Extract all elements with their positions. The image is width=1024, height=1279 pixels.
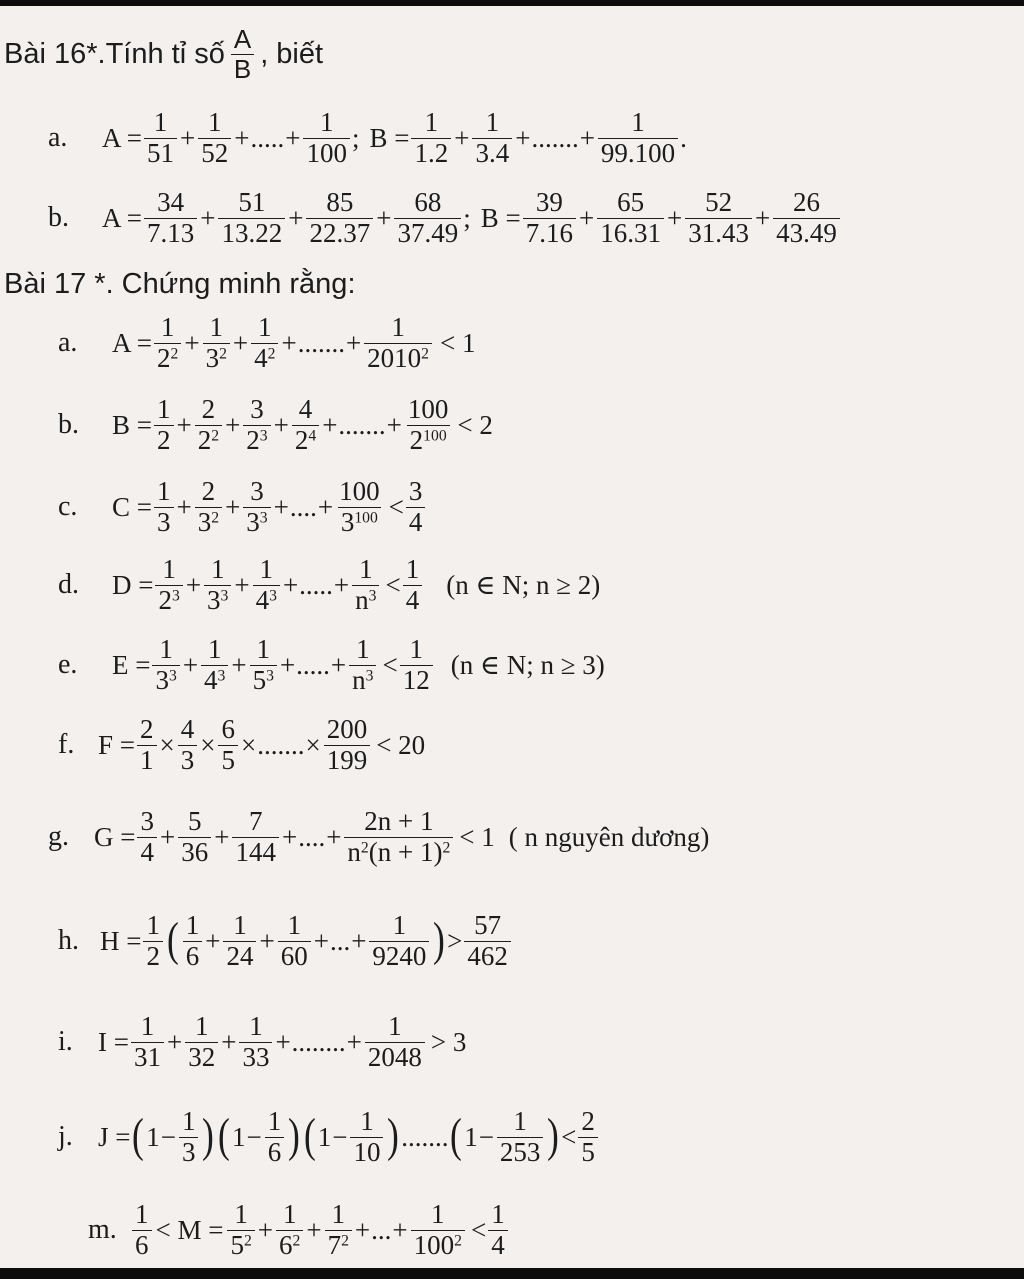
- item-label: a.: [58, 327, 78, 358]
- fraction: $\frac{1}{33}$: [239, 1012, 272, 1071]
- ellipsis: .......: [531, 122, 579, 153]
- fraction: $\frac{1}{6}$: [132, 1200, 152, 1259]
- fraction: $\frac{4}{3}$: [178, 715, 198, 774]
- problem-16a: a. A = $\frac{1}{51}$ + $\frac{1}{52}$ + ..... + $\frac{1}{100}$ ; B = $\frac{1}{1.2}$ + $\frac{1}{3.4}$ + ....... + $\frac{1}{99.100}$ .: [48, 107, 687, 168]
- separator: ;: [351, 122, 360, 153]
- relation: < 20: [376, 729, 426, 760]
- fraction: $\frac{2}{2^2}$: [195, 395, 222, 454]
- problem-17h: h. H = $\frac{1}{2}$ ( $\frac{1}{6}$ + $\frac{1}{24}$ + $\frac{1}{60}$ + ... + $\frac{1}{9240}$ ) > $\frac{57}{462}$: [58, 898, 513, 984]
- fraction: $\frac{1}{4}$: [403, 555, 423, 614]
- ellipsis: .......: [338, 409, 386, 440]
- problem-17m: m. $\frac{1}{6}$ < M = $\frac{1}{5^2}$ + $\frac{1}{6^2}$ + $\frac{1}{7^2}$ + ... + $\frac{1}{100^2}$ < $\frac{1}{4}$: [88, 1190, 510, 1270]
- fraction: $\frac{26}{43.49}$: [773, 188, 840, 247]
- fraction: $\frac{6}{5}$: [218, 715, 238, 774]
- lhs: < M =: [155, 1214, 224, 1245]
- lhs: B =: [369, 122, 410, 153]
- fraction: $\frac{2}{5}$: [578, 1107, 598, 1166]
- separator: ;: [463, 202, 471, 233]
- fraction: $\frac{1}{2^3}$: [155, 555, 182, 614]
- lhs: A =: [112, 327, 152, 358]
- ratio-den: B: [231, 54, 254, 83]
- condition: (n ∈ N; n ≥ 2): [446, 569, 601, 600]
- fraction: $\frac{3}{2^3}$: [243, 395, 270, 454]
- problem-17b: b. B = $\frac{1}{2}$ + $\frac{2}{2^2}$ + $\frac{3}{2^3}$ + $\frac{4}{2^4}$ + ....... + $\frac{100}{2^{100}}$ < 2: [58, 394, 493, 455]
- ellipsis: .......: [401, 1121, 449, 1152]
- lhs: D =: [112, 569, 154, 600]
- fraction: $\frac{1}{2}$: [154, 395, 174, 454]
- ellipsis: ...: [329, 925, 351, 956]
- fraction: $\frac{100}{3^{100}}$: [339, 476, 380, 537]
- item-label: f.: [58, 729, 75, 760]
- item-label: j.: [58, 1121, 73, 1152]
- fraction: $\frac{5}{36}$: [178, 807, 211, 866]
- fraction: $\frac{1}{100}$: [303, 108, 350, 167]
- relation: < 1: [459, 821, 495, 852]
- problem-17d: d. D = $\frac{1}{2^3}$ + $\frac{1}{3^3}$ + $\frac{1}{4^3}$ + ..... + $\frac{1}{n^3}$ < $\frac{1}{4}$ (n ∈ N; n ≥ 2): [58, 554, 601, 615]
- fraction: $\frac{1}{32}$: [185, 1012, 218, 1071]
- lhs: J =: [98, 1121, 131, 1152]
- fraction: $\frac{1}{24}$: [223, 911, 256, 970]
- problem-17g: g. G = $\frac{3}{4}$ + $\frac{5}{36}$ + $\frac{7}{144}$ + .... + $\frac{2n + 1}{n^2(n + 1)^2}$ < 1 ( n nguyên dương): [48, 806, 710, 867]
- fraction: $\frac{1}{5^3}$: [250, 635, 277, 694]
- ellipsis: ...: [371, 1214, 392, 1245]
- fraction: $\frac{4}{2^4}$: [292, 395, 319, 454]
- heading-bai-17: [4, 262, 356, 306]
- relation: > 3: [430, 1026, 467, 1057]
- fraction: $\frac{2}{1}$: [137, 715, 157, 774]
- problem-16b: b. A = $\frac{34}{7.13}$ + $\frac{51}{13.22}$ + $\frac{85}{22.37}$ + $\frac{68}{37.49}$ ; B = $\frac{39}{7.16}$ + $\frac{65}{16.31}$ + $\frac{52}{31.43}$ + $\frac{26}{43.49}$: [48, 178, 842, 258]
- fraction: $\frac{1}{100^2}$: [411, 1200, 465, 1259]
- heading-17-text: Bài 17 *. Chứng minh rằng:: [4, 267, 356, 300]
- lhs: B =: [112, 409, 152, 440]
- bottom-dark-border: [0, 1268, 1024, 1279]
- fraction: $\frac{1}{n^3}$: [352, 555, 379, 614]
- relation: < 2: [457, 409, 493, 440]
- ratio-num: A: [233, 24, 252, 55]
- ellipsis: .......: [257, 729, 305, 760]
- relation: <: [385, 569, 401, 600]
- end-period: .: [680, 122, 687, 153]
- ellipsis: .....: [296, 649, 330, 680]
- fraction: $\frac{3}{4}$: [137, 807, 157, 866]
- lhs: C =: [112, 491, 152, 522]
- item-label: e.: [58, 649, 78, 680]
- fraction: $\frac{1}{31}$: [131, 1012, 164, 1071]
- fraction: $\frac{1}{52}$: [198, 108, 231, 167]
- fraction: $\frac{1}{2048}$: [365, 1012, 425, 1071]
- relation: <: [388, 491, 404, 522]
- ellipsis: .....: [250, 122, 285, 153]
- fraction: $\frac{1}{2^2}$: [154, 313, 181, 372]
- problem-17i: i. I = $\frac{1}{31}$ + $\frac{1}{32}$ + $\frac{1}{33}$ + ........ + $\frac{1}{2048}$ > 3: [58, 1011, 467, 1072]
- fraction: $\frac{7}{144}$: [232, 807, 279, 866]
- fraction: $\frac{1}{4^3}$: [253, 555, 280, 614]
- fraction: $\frac{51}{13.22}$: [218, 188, 285, 247]
- left-paren: (: [166, 914, 179, 967]
- lhs: A =: [102, 202, 142, 233]
- problem-17j: j. J = ( 1 − $\frac{1}{3}$ ) ( 1 − $\frac{1}{6}$ ) ( 1 − $\frac{1}{10}$ ) ....... ( 1 − $\frac{1}{253}$ ) < $\frac{2}{5}$: [58, 1094, 600, 1180]
- fraction: $\frac{65}{16.31}$: [597, 188, 664, 247]
- fraction: $\frac{100}{2^{100}}$: [407, 394, 449, 455]
- fraction: $\frac{1}{5^2}$: [227, 1200, 254, 1259]
- item-label: d.: [58, 569, 79, 600]
- fraction: $\frac{34}{7.13}$: [144, 188, 197, 247]
- item-label: h.: [58, 925, 79, 956]
- fraction: $\frac{1}{n^3}$: [349, 635, 376, 694]
- condition: ( n nguyên dương): [508, 821, 710, 852]
- condition: (n ∈ N; n ≥ 3): [450, 649, 605, 680]
- right-paren: ): [433, 914, 446, 967]
- item-label: b.: [48, 202, 69, 233]
- problem-17c: c. C = $\frac{1}{3}$ + $\frac{2}{3^2}$ + $\frac{3}{3^3}$ + .... + $\frac{100}{3^{100}}$ < $\frac{3}{4}$: [58, 468, 427, 546]
- relation: < 1: [440, 327, 476, 358]
- fraction: $\frac{3}{4}$: [406, 477, 426, 536]
- lhs: B =: [480, 202, 521, 233]
- item-label: b.: [58, 409, 79, 440]
- lhs: G =: [94, 821, 136, 852]
- ellipsis: .......: [297, 327, 345, 358]
- fraction: $\frac{1}{4^3}$: [201, 635, 228, 694]
- fraction: $\frac{1}{6^2}$: [276, 1200, 303, 1259]
- lhs: I =: [98, 1026, 129, 1057]
- fraction: $\frac{1}{51}$: [144, 108, 177, 167]
- item-label: c.: [58, 491, 78, 522]
- fraction: $\frac{2}{3^2}$: [195, 477, 222, 536]
- fraction: $\frac{1}{3^3}$: [152, 635, 179, 694]
- fraction: $\frac{39}{7.16}$: [523, 188, 576, 247]
- ellipsis: .....: [299, 569, 333, 600]
- heading-16-prefix: Bài 16*.Tính tỉ số: [4, 37, 225, 70]
- fraction: $\frac{68}{37.49}$: [394, 188, 461, 247]
- item-label: m.: [88, 1214, 117, 1245]
- fraction: $\frac{57}{462}$: [464, 911, 511, 970]
- fraction: $\frac{2n + 1}{n^2(n + 1)^2}$: [344, 807, 453, 866]
- fraction: $\frac{1}{2}$: [143, 911, 163, 970]
- fraction: $\frac{1}{60}$: [278, 911, 311, 970]
- relation: >: [447, 925, 463, 956]
- fraction: $\frac{1}{3}$: [179, 1107, 199, 1166]
- fraction: $\frac{1}{1.2}$: [411, 108, 451, 167]
- problem-17f: f. F = $\frac{2}{1}$ × $\frac{4}{3}$ × $\frac{6}{5}$ × ....... × $\frac{200}{199}$ < 20: [58, 714, 426, 775]
- fraction: $\frac{1}{12}$: [400, 635, 433, 694]
- ellipsis: ........: [291, 1026, 346, 1057]
- fraction: $\frac{1}{2010^2}$: [364, 313, 432, 372]
- lhs: F =: [98, 729, 135, 760]
- lhs: H =: [100, 925, 142, 956]
- relation: <: [561, 1121, 577, 1152]
- item-label: a.: [48, 122, 68, 153]
- fraction: $\frac{1}{9240}$: [369, 911, 429, 970]
- item-label: g.: [48, 821, 69, 852]
- fraction: $\frac{1}{4}$: [488, 1200, 508, 1259]
- fraction: $\frac{1}{6}$: [183, 911, 203, 970]
- fraction: $\frac{1}{3}$: [154, 477, 174, 536]
- problem-17a: a. A = $\frac{1}{2^2}$ + $\frac{1}{3^2}$ + $\frac{1}{4^2}$ + ....... + $\frac{1}{2010^2}$ < 1: [58, 312, 476, 373]
- fraction: $\frac{1}{10}$: [350, 1107, 383, 1166]
- item-label: i.: [58, 1026, 73, 1057]
- fraction: $\frac{1}{4^2}$: [251, 313, 278, 372]
- fraction: $\frac{1}{99.100}$: [598, 108, 678, 167]
- ratio-a-over-b: [231, 25, 254, 82]
- fraction: $\frac{1}{7^2}$: [325, 1200, 352, 1259]
- lhs: E =: [112, 649, 151, 680]
- fraction: $\frac{85}{22.37}$: [306, 188, 373, 247]
- heading-16-suffix: , biết: [260, 37, 324, 70]
- heading-bai-16: [4, 22, 323, 86]
- lhs: A =: [102, 122, 142, 153]
- fraction: $\frac{200}{199}$: [324, 715, 371, 774]
- ellipsis: ....: [289, 491, 317, 522]
- problem-17e: e. E = $\frac{1}{3^3}$ + $\frac{1}{4^3}$ + $\frac{1}{5^3}$ + ..... + $\frac{1}{n^3}$ < $\frac{1}{12}$ (n ∈ N; n ≥ 3): [58, 634, 605, 695]
- top-dark-border: [0, 0, 1024, 6]
- fraction: $\frac{1}{3^2}$: [203, 313, 230, 372]
- fraction: $\frac{1}{3.4}$: [472, 108, 512, 167]
- ellipsis: ....: [298, 821, 326, 852]
- fraction: $\frac{3}{3^3}$: [243, 477, 270, 536]
- relation: <: [382, 649, 398, 680]
- fraction: $\frac{1}{253}$: [497, 1107, 544, 1166]
- relation: <: [470, 1214, 487, 1245]
- fraction: $\frac{1}{3^3}$: [204, 555, 231, 614]
- fraction: $\frac{1}{6}$: [265, 1107, 285, 1166]
- fraction: $\frac{52}{31.43}$: [685, 188, 752, 247]
